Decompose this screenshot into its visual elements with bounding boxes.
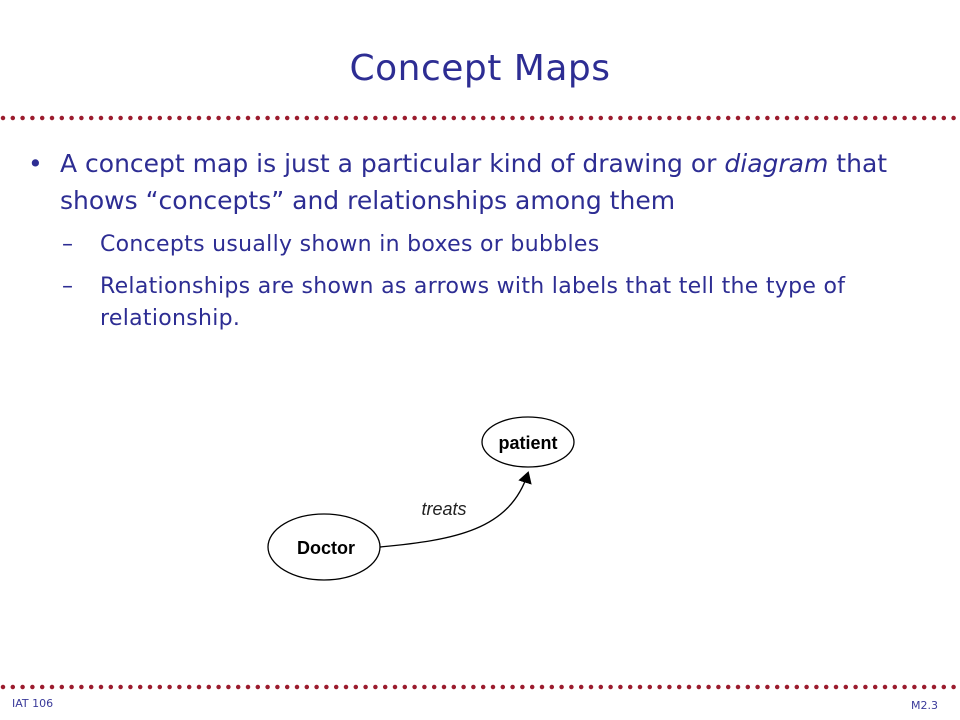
- bullet-prefix: A concept map is just a particular kind of drawing or: [60, 149, 725, 178]
- footer-course-code: IAT 106: [12, 697, 54, 710]
- sub-bullet-dash: –: [62, 274, 74, 299]
- doctor-label: Doctor: [297, 538, 355, 558]
- sub-bullet-text: Concepts usually shown in boxes or bubbles: [100, 232, 600, 257]
- treats-label: treats: [421, 499, 467, 519]
- patient-label: patient: [498, 433, 558, 453]
- slide-title: Concept Maps: [349, 48, 611, 89]
- bullet-emphasis: diagram: [724, 149, 829, 178]
- bullet-dot: •: [28, 149, 43, 178]
- bottom-dotted-divider: [0, 682, 960, 692]
- sub-bullet-text: Relationships are shown as arrows with labels that tell the type of relationship.: [100, 274, 846, 331]
- bullet-suffix: that shows “concepts” and relationships among them: [60, 149, 888, 215]
- footer-slide-number: M2.3: [911, 699, 938, 712]
- sub-bullet-dash: –: [62, 232, 74, 257]
